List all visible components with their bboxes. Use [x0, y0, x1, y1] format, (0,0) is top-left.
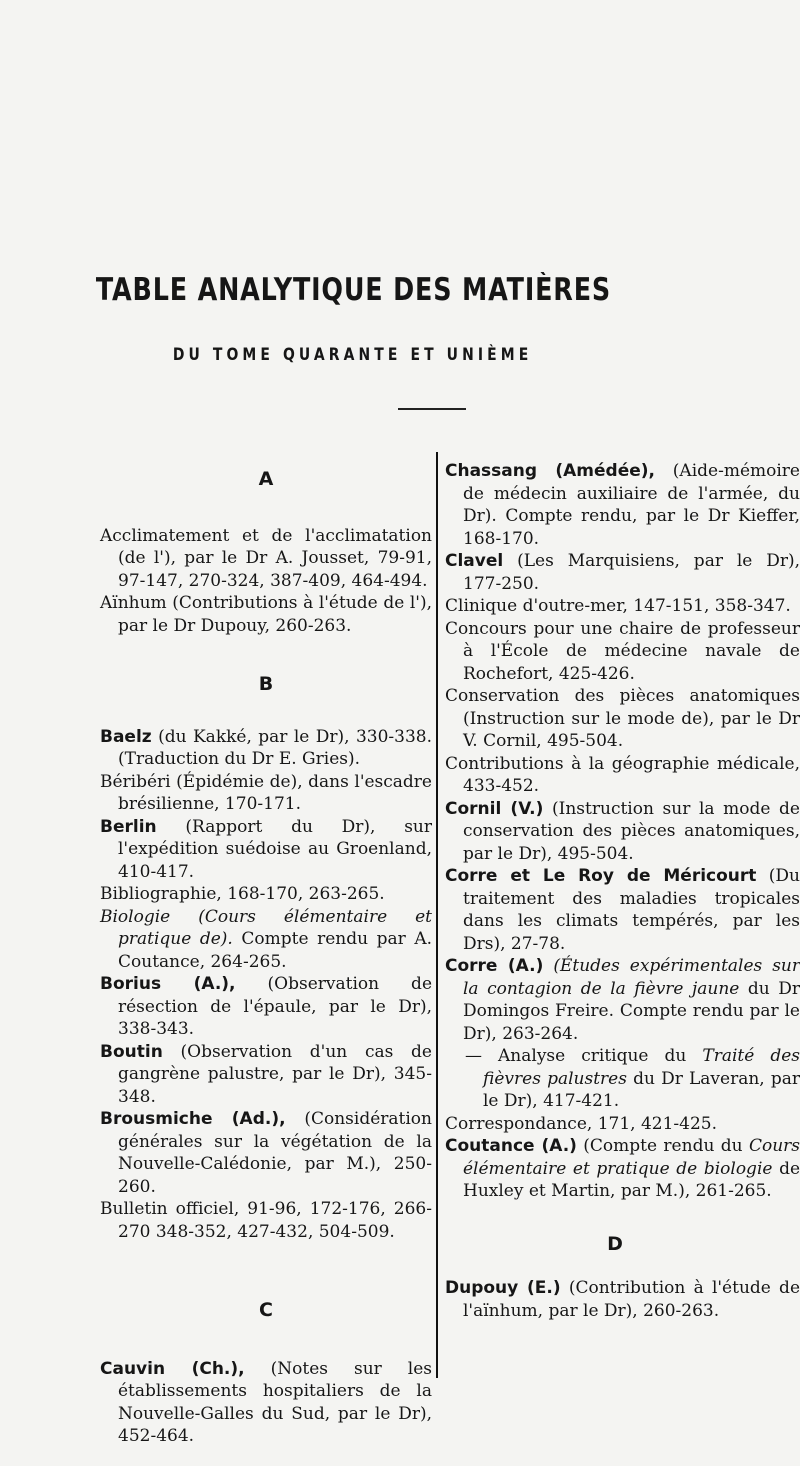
column-divider — [436, 452, 438, 1378]
index-entry: Aïnhum (Contributions à l'étude de l'), par le Dr Dupouy, 260-263. — [100, 593, 432, 636]
index-entry — [100, 973, 432, 1041]
entry-text: (Les Marquisiens, par le Dr), 177-250. — [463, 551, 800, 594]
entry-italic: (Cours élémentaire et pratique de). — [118, 906, 433, 949]
entry-text: Compte rendu par A. Coutance, 264-265. — [118, 929, 433, 972]
index-entry — [100, 1041, 432, 1109]
index-entry: Béribéri (Épidémie de), dans l'escadre brésilienne, 170-171. — [100, 771, 432, 814]
section-letter-c: C — [259, 1299, 273, 1321]
section-letter-a: A — [258, 468, 274, 490]
index-entry — [100, 816, 432, 884]
entry-text: (Rapport du Dr), sur l'expédition suédoise au Groenland, 410-417. — [118, 816, 432, 882]
page-title: TABLE ANALYTIQUE DES MATIÈRES — [95, 272, 612, 308]
page-subtitle: DU TOME QUARANTE ET UNIÈME — [172, 345, 533, 365]
entry-heading: Cauvin (Ch.), — [100, 1358, 245, 1379]
index-entry — [445, 1277, 800, 1322]
index-entry — [100, 726, 432, 771]
index-entry: Concours pour une chaire de professeur à l'École de médecine navale de Rochefort, 425-426. — [445, 618, 800, 684]
entry-text: (Notes sur les établissements hospitaliers de la Nouvelle-Galles du Sud, par le Dr), 452-464. — [118, 1358, 433, 1446]
index-entry — [445, 798, 800, 866]
index-entry: Conservation des pièces anatomiques (Instruction sur le mode de), par le Dr V. Cornil, 495-504. — [445, 686, 800, 751]
entry-heading: Borius (A.), — [100, 974, 236, 994]
entry-heading: Brousmiche (Ad.), — [100, 1109, 286, 1129]
left-column — [100, 468, 432, 1448]
entry-heading: Berlin — [100, 816, 157, 837]
entry-heading: Coutance (A.) — [445, 1136, 577, 1156]
entry-heading: Biologie — [100, 906, 171, 927]
entry-italic: Cours élémentaire et pratique de biologie — [463, 1136, 800, 1179]
index-entry — [445, 865, 800, 955]
entry-dash: — Analyse critique du — [465, 1046, 687, 1066]
section-letter-b: B — [258, 673, 274, 695]
index-entry — [445, 955, 800, 1045]
entry-heading: Cornil (V.) — [445, 798, 544, 819]
index-entry: Bulletin officiel, 91-96, 172-176, 266-270 348-352, 427-432, 504-509. — [100, 1199, 432, 1242]
right-column — [445, 460, 800, 1322]
index-entry — [100, 1358, 432, 1448]
index-entry: Clinique d'outre-mer, 147-151, 358-347. — [445, 596, 791, 616]
entry-text: (Observation d'un cas de gangrène palustre, par le Dr), 345-348. — [118, 1041, 432, 1107]
entry-heading: Chassang (Amédée), — [445, 461, 655, 481]
index-entry — [445, 460, 800, 550]
index-entry — [445, 550, 800, 595]
index-entry: Contributions à la géographie médicale, 433-452. — [445, 753, 800, 796]
entry-heading: Clavel — [445, 551, 504, 571]
entry-text: (Instruction sur la mode de conservation des pièces anatomiques, par le Dr), 495-504. — [463, 798, 800, 864]
entry-heading: Boutin — [100, 1041, 163, 1062]
entry-text: de Huxley et Martin, par M.), 261-265. — [463, 1158, 800, 1201]
entry-text: (Aide-mémoire de médecin auxiliaire de l'armée, du Dr). Compte rendu, par le Dr Kieffer, 168-170. — [463, 461, 800, 549]
index-subentry — [445, 1045, 800, 1113]
entry-text: (du Kakké, par le Dr), 330-338. (Traduction du Dr E. Gries). — [118, 726, 432, 769]
entry-heading: Corre (A.) — [445, 956, 544, 976]
entry-text: du Dr Laveran, par le Dr), 417-421. — [483, 1068, 800, 1111]
entry-text: (Considération générales sur la végétation de la Nouvelle-Calédonie, par M.), 250-260. — [118, 1109, 432, 1197]
entry-text: (Du traitement des maladies tropicales dans les climats tempérés, par les Drs), 27-78. — [463, 866, 800, 954]
entry-text: (Observation de résection de l'épaule, par le Dr), 338-343. — [118, 974, 433, 1039]
entry-heading: Dupouy (E.) — [445, 1278, 561, 1298]
index-entry — [445, 1135, 800, 1203]
index-entry: Correspondance, 171, 421-425. — [445, 1113, 717, 1134]
entry-italic: Traité des fièvres palustres — [483, 1046, 800, 1089]
title-divider — [398, 408, 466, 410]
index-entry — [100, 906, 432, 974]
index-entry — [100, 1108, 432, 1198]
section-letter-d: D — [607, 1232, 623, 1255]
index-entry: Bibliographie, 168-170, 263-265. — [100, 884, 385, 904]
index-entry: Acclimatement et de l'acclimatation (de l'), par le Dr A. Jousset, 79-91, 97-147, 270-324, 387-409, 464-494. — [100, 525, 432, 591]
entry-text: (Compte rendu du — [583, 1136, 743, 1156]
entry-text: (Contribution à l'étude de l'aïnhum, par le Dr), 260-263. — [463, 1278, 800, 1321]
entry-text: du Dr Domingos Freire. Compte rendu par le Dr), 263-264. — [463, 978, 800, 1044]
entry-italic: (Études expérimentales sur la contagion de la fièvre jaune — [463, 956, 800, 999]
entry-heading: Corre et Le Roy de Méricourt — [445, 866, 757, 886]
entry-heading: Baelz — [100, 726, 152, 747]
